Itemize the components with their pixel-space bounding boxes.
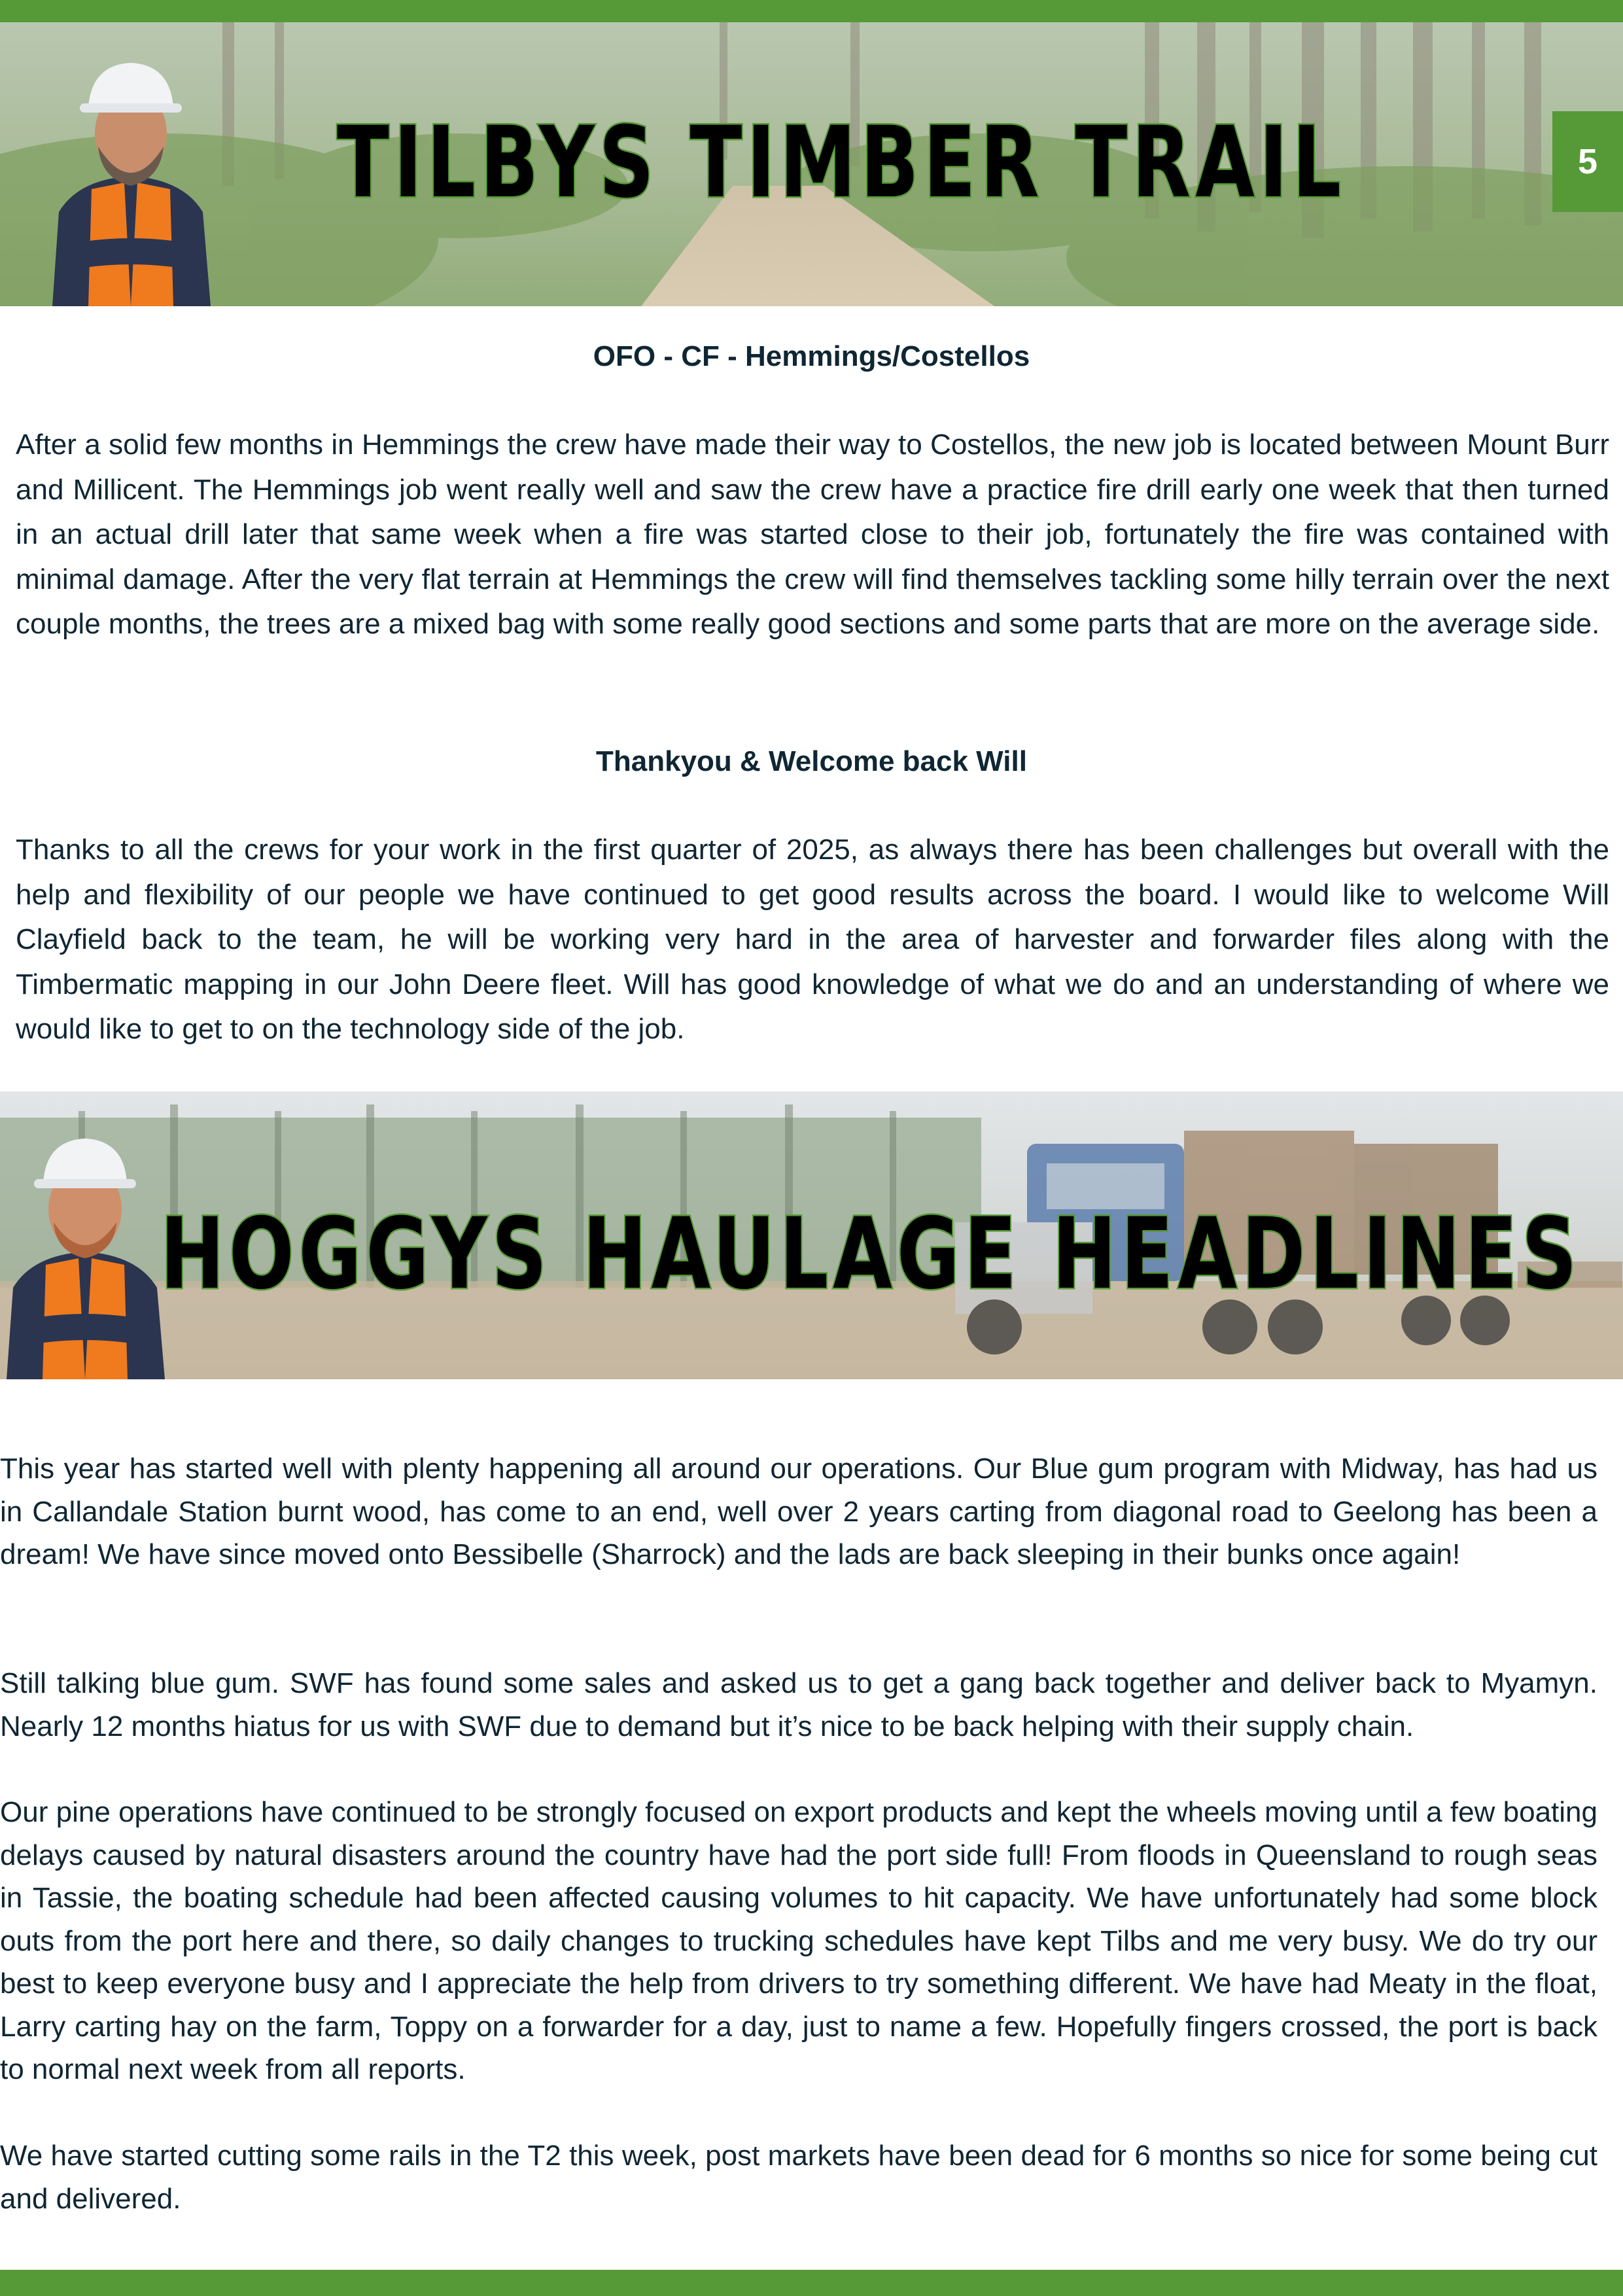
tilbys-timber-trail-banner: [0, 22, 1623, 306]
hoggys-haulage-headlines-banner: [0, 1091, 1623, 1379]
article-heading-welcome: Thankyou & Welcome back Will: [596, 745, 1027, 777]
haulage-paragraph-4: We have started cutting some rails in the T2 this week, post markets have been dead for 6 months so nice for some being cut and delivered.: [0, 2140, 1597, 2215]
banner-title: HOGGYS HAULAGE HEADLINES: [160, 1197, 1582, 1311]
haulage-paragraph-3: Our pine operations have continued to be strongly focused on export products and kept the wheels moving until a few boating delays caused by natural disasters around the country have had the port side full! From floods in Queensland to rough seas in Tassie, the boating schedule had been affected causing volumes to hit capacity. We have unfortunately had some block outs from the port here and there, so daily changes to trucking schedules have kept Tilbs and me very busy. We do try our best to keep everyone busy and I appreciate the help from drivers to try something different. We have had Meaty in the float, Larry carting hay on the farm, Toppy on a forwarder for a day, just to name a few. Hopefully fingers crossed, the port is back to normal next week from all reports.: [0, 1796, 1597, 2085]
article-heading-hemmings: OFO - CF - Hemmings/Costellos: [593, 340, 1030, 372]
top-accent-bar: [0, 0, 1623, 22]
haulage-paragraph-2: Still talking blue gum. SWF has found some sales and asked us to get a gang back together and deliver back to Myamyn. Nearly 12 months hiatus for us with SWF due to demand but it’s nice to be back helping with their supply chain.: [0, 1667, 1597, 1742]
banner-title: TILBYS TIMBER TRAIL: [337, 106, 1346, 220]
article-body-welcome: Thanks to all the crews for your work in the first quarter of 2025, as always there has been challenges but overall with the help and flexibility of our people we have continued to get good results across the board. I would like to welcome Will Clayfield back to the team, he will be working very hard in the area of harvester and forwarder files along with the Timbermatic mapping in our John Deere fleet. Will has good knowledge of what we do and an understanding of where we would like to get to on the technology side of the job.: [16, 834, 1609, 1045]
haulage-paragraph-1: This year has started well with plenty happening all around our operations. Our Blue gum program with Midway, has had us in Callandale Station burnt wood, has come to an end, well over 2 years carting from diagonal road to Geelong has been a dream! We have since moved onto Bessibelle (Sharrock) and the lads are back sleeping in their bunks once again!: [0, 1453, 1597, 1570]
man-in-hi-vis-vest-portrait: [0, 1124, 170, 1379]
bottom-accent-bar: [0, 2270, 1623, 2296]
man-in-hard-hat-portrait: [39, 48, 222, 306]
page-number-badge: 5: [1552, 111, 1623, 212]
article-body-hemmings: After a solid few months in Hemmings the crew have made their way to Costellos, the new job is located between Mount Burr and Millicent. The Hemmings job went really well and saw the crew have a practice fire drill early one week that then turned in an actual drill later that same week when a fire was started close to their job, fortunately the fire was contained with minimal damage. After the very flat terrain at Hemmings the crew will find themselves tackling some hilly terrain over the next couple months, the trees are a mixed bag with some really good sections and some parts that are more on the average side.: [16, 429, 1609, 640]
